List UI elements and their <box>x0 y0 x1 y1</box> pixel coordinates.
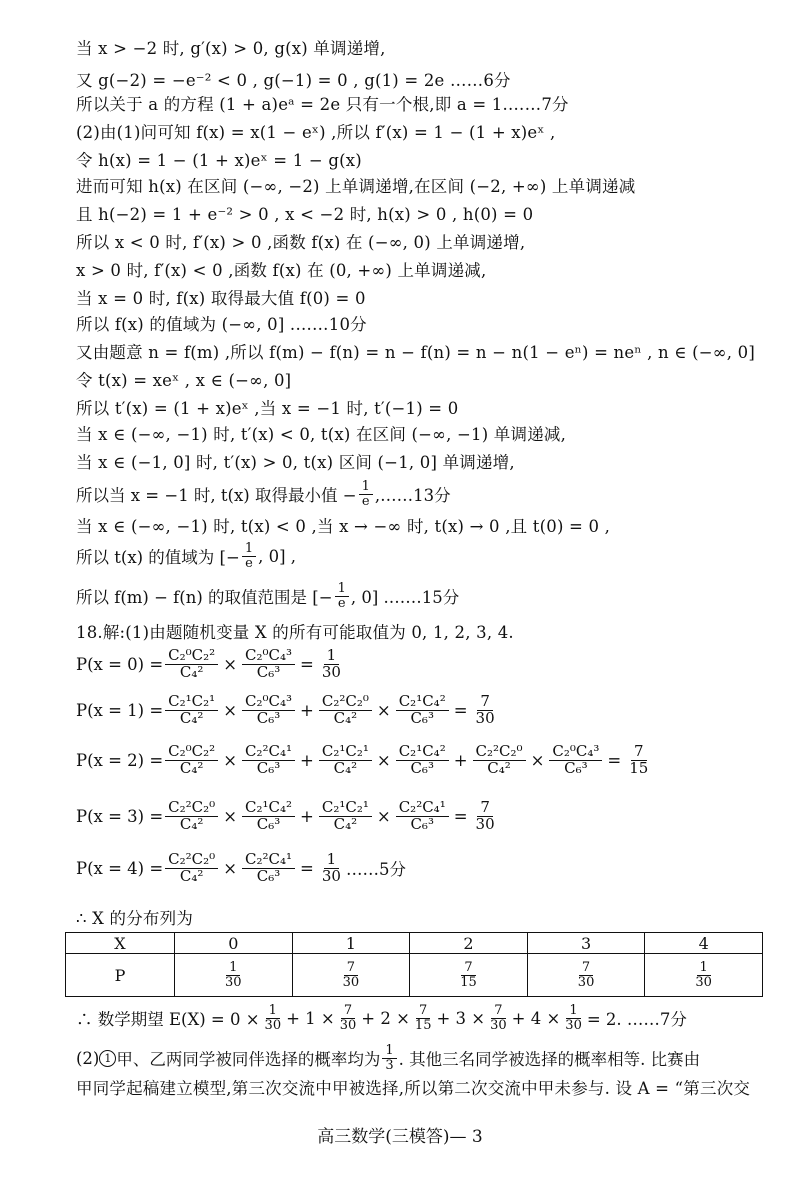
min-value-line: 所以当 x = −1 时, t(x) 取得最小值 − $\frac{1}{e}$ ,……13分 <box>76 479 451 509</box>
fraction: $\frac{\text{C₂⁰C₄³}}{\text{C₆³}}$ <box>549 744 602 777</box>
solution-line: (2)由(1)问可知 f(x) = x(1 − eˣ) ,所以 f′(x) = 1 − (1 + x)eˣ , <box>76 123 556 142</box>
solution-line: 且 h(−2) = 1 + e⁻² > 0 , x < −2 时, h(x) > 0 , h(0) = 0 <box>76 205 534 224</box>
p-value-cell <box>292 954 410 997</box>
p-value-cell <box>410 954 528 997</box>
fraction: $\frac{\text{C₂²C₂⁰}}{\text{C₄²}}$ <box>165 852 218 885</box>
fraction: $\frac{\text{C₂²C₄¹}}{\text{C₆³}}$ <box>396 800 449 833</box>
fraction: $\frac{\text{C₂¹C₂¹}}{\text{C₄²}}$ <box>319 744 372 777</box>
fraction: $\frac{\text{C₂⁰C₄³}}{\text{C₆³}}$ <box>242 694 295 727</box>
fraction-1-e: $\frac{1}{e}$ <box>242 542 256 570</box>
p-header-cell: P <box>66 954 175 997</box>
fraction: $\frac{1}{30}$ <box>321 850 341 885</box>
p-value-cell <box>175 954 293 997</box>
solution-line: 所以 f(x) 的值域为 (−∞, 0] .……10分 <box>76 315 367 334</box>
fraction: $\frac{\text{C₂²C₂⁰}}{\text{C₄²}}$ <box>473 744 526 777</box>
expectation-line: ∴ 数学期望 E(X) = 0 × $\frac{1}{30}$ + 1 × $\frac{7}{30}$ + 2 × $\frac{7}{15}$ + 3 × $\frac{7}{30}$ + 4 × $\frac{1}{30}$ = 2. ……7分 <box>76 1003 687 1033</box>
p-value-cell <box>527 954 645 997</box>
fraction: $\frac{\text{C₂¹C₄²}}{\text{C₆³}}$ <box>242 800 295 833</box>
fraction: $\frac{\text{C₂¹C₂¹}}{\text{C₄²}}$ <box>165 694 218 727</box>
solution-line: 令 h(x) = 1 − (1 + x)eˣ = 1 − g(x) <box>76 151 362 170</box>
page-footer: 高三数学(三模答)— 3 <box>317 1127 483 1147</box>
range-f-line: 所以 f(m) − f(n) 的取值范围是 [− $\frac{1}{e}$ , 0] .……15分 <box>76 581 460 611</box>
fraction: $\frac{\text{C₂⁰C₂²}}{\text{C₄²}}$ <box>165 744 218 777</box>
fraction: $\frac{7}{30}$ <box>475 798 495 833</box>
solution-line: 当 x ∈ (−∞, −1) 时, t′(x) < 0, t(x) 在区间 (−∞, −1) 单调递减, <box>76 425 567 444</box>
solution-line: 令 t(x) = xeˣ , x ∈ (−∞, 0] <box>76 371 292 390</box>
x-row <box>66 933 763 954</box>
x-value-cell: 2 <box>410 933 528 954</box>
fraction: $\frac{7}{30}$ <box>342 959 360 990</box>
x-value-cell: 1 <box>292 933 410 954</box>
fraction-1-e: $\frac{1}{e}$ <box>335 582 349 610</box>
limit-line: 当 x ∈ (−∞, −1) 时, t(x) < 0 ,当 x → −∞ 时, t(x) → 0 ,且 t(0) = 0 , <box>76 517 611 536</box>
solution-line: 进而可知 h(x) 在区间 (−∞, −2) 上单调递增,在区间 (−2, +∞) 上单调递减 <box>76 177 636 196</box>
probability-line-4: P(x = 4) = $\frac{\text{C₂²C₂⁰}}{\text{C₄²}}$ × $\frac{\text{C₂²C₄¹}}{\text{C₆³}}$ = $\frac{1}{30}$ ……5分 <box>76 850 406 885</box>
fraction: $\frac{1}{30}$ <box>264 1003 282 1033</box>
fraction: $\frac{7}{30}$ <box>339 1003 357 1033</box>
probability-line-1: P(x = 1) = $\frac{\text{C₂¹C₂¹}}{\text{C₄²}}$ × $\frac{\text{C₂⁰C₄³}}{\text{C₆³}}$ + $\frac{\text{C₂²C₂⁰}}{\text{C₄²}}$ × $\frac{\text{C₂¹C₄²}}{\text{C₆³}}$ = $\frac{7}{30}$ <box>76 694 500 727</box>
x-value-cell: 0 <box>175 933 293 954</box>
x-header-cell: X <box>66 933 175 954</box>
circled-number-1: 1 <box>99 1050 116 1067</box>
solution-line: 当 x ∈ (−1, 0] 时, t′(x) > 0, t(x) 区间 (−1, 0] 单调递增, <box>76 453 515 472</box>
fraction: $\frac{7}{30}$ <box>577 959 595 990</box>
solution-line: x > 0 时, f′(x) < 0 ,函数 f(x) 在 (0, +∞) 上单调递减, <box>76 261 487 280</box>
fraction: $\frac{\text{C₂⁰C₄³}}{\text{C₆³}}$ <box>242 648 295 681</box>
question-18-intro: 18.解:(1)由题随机变量 X 的所有可能取值为 0, 1, 2, 3, 4. <box>76 623 514 642</box>
fraction: $\frac{\text{C₂⁰C₂²}}{\text{C₄²}}$ <box>165 648 218 681</box>
solution-line: 所以关于 a 的方程 (1 + a)eᵃ = 2e 只有一个根,即 a = 1.……7分 <box>76 95 569 114</box>
q2-line-2: 甲同学起稿建立模型,第三次交流中甲被选择,所以第二次交流中甲未参与. 设 A = “第三次交 <box>76 1079 751 1098</box>
fraction: $\frac{1}{30}$ <box>225 959 242 990</box>
solution-line: 所以 x < 0 时, f′(x) > 0 ,函数 f(x) 在 (−∞, 0) 上单调递增, <box>76 233 526 252</box>
fraction: $\frac{7}{30}$ <box>475 692 495 727</box>
solution-line: 当 x = 0 时, f(x) 取得最大值 f(0) = 0 <box>76 289 366 308</box>
x-value-cell: 4 <box>645 933 763 954</box>
fraction-1-e: $\frac{1}{e}$ <box>359 480 373 508</box>
range-t-line: 所以 t(x) 的值域为 [− $\frac{1}{e}$ , 0] , <box>76 541 297 571</box>
solution-line: 又 g(−2) = −e⁻² < 0 , g(−1) = 0 , g(1) = 2e ……6分 <box>76 71 511 90</box>
solution-line: 又由题意 n = f(m) ,所以 f(m) − f(n) = n − f(n) = n − n(1 − eⁿ) = neⁿ , n ∈ (−∞, 0] <box>76 343 755 362</box>
fraction: $\frac{\text{C₂¹C₄²}}{\text{C₆³}}$ <box>396 694 449 727</box>
fraction: $\frac{7}{30}$ <box>490 1003 507 1033</box>
fraction: $\frac{1}{30}$ <box>695 959 712 990</box>
fraction: $\frac{\text{C₂¹C₂¹}}{\text{C₄²}}$ <box>319 800 372 833</box>
solution-line: 当 x > −2 时, g′(x) > 0, g(x) 单调递增, <box>76 39 386 58</box>
fraction-1-3: $\frac{1}{3}$ <box>382 1044 396 1072</box>
fraction: $\frac{\text{C₂²C₄¹}}{\text{C₆³}}$ <box>242 744 295 777</box>
fraction: $\frac{\text{C₂²C₂⁰}}{\text{C₄²}}$ <box>165 800 218 833</box>
fraction: $\frac{7}{15}$ <box>629 742 649 777</box>
fraction: $\frac{\text{C₂²C₂⁰}}{\text{C₄²}}$ <box>319 694 372 727</box>
fraction: $\frac{\text{C₂²C₄¹}}{\text{C₆³}}$ <box>242 852 295 885</box>
distribution-table <box>65 932 763 997</box>
fraction: $\frac{1}{30}$ <box>321 646 341 681</box>
q2-line-1: (2) 1 甲、乙两同学被同伴选择的概率均为 $\frac{1}{3}$ . 其他三名同学被选择的概率相等. 比赛由 <box>76 1043 701 1073</box>
fraction: $\frac{7}{15}$ <box>414 1003 432 1033</box>
probability-line-3: P(x = 3) = $\frac{\text{C₂²C₂⁰}}{\text{C₄²}}$ × $\frac{\text{C₂¹C₄²}}{\text{C₆³}}$ + $\frac{\text{C₂¹C₂¹}}{\text{C₄²}}$ × $\frac{\text{C₂²C₄¹}}{\text{C₆³}}$ = $\frac{7}{30}$ <box>76 800 500 833</box>
p-value-cell <box>645 954 763 997</box>
p-row <box>66 954 763 997</box>
fraction: $\frac{1}{30}$ <box>565 1003 582 1033</box>
fraction: $\frac{\text{C₂¹C₄²}}{\text{C₆³}}$ <box>396 744 449 777</box>
x-value-cell: 3 <box>527 933 645 954</box>
probability-line-2: P(x = 2) = $\frac{\text{C₂⁰C₂²}}{\text{C₄²}}$ × $\frac{\text{C₂²C₄¹}}{\text{C₆³}}$ + $\frac{\text{C₂¹C₂¹}}{\text{C₄²}}$ × $\frac{\text{C₂¹C₄²}}{\text{C₆³}}$ + $\frac{\text{C₂²C₂⁰}}{\text{C₄²}}$ × $\frac{\text{C₂⁰C₄³}}{\text{C₆³}}$ = $\frac{7}{15}$ <box>76 744 653 777</box>
fraction: $\frac{7}{15}$ <box>460 959 477 990</box>
distribution-heading: ∴ X 的分布列为 <box>76 909 194 928</box>
probability-line-0: P(x = 0) = $\frac{\text{C₂⁰C₂²}}{\text{C₄²}}$ × $\frac{\text{C₂⁰C₄³}}{\text{C₆³}}$ = $\frac{1}{30}$ <box>76 648 346 681</box>
solution-line: 所以 t′(x) = (1 + x)eˣ ,当 x = −1 时, t′(−1) = 0 <box>76 399 459 418</box>
